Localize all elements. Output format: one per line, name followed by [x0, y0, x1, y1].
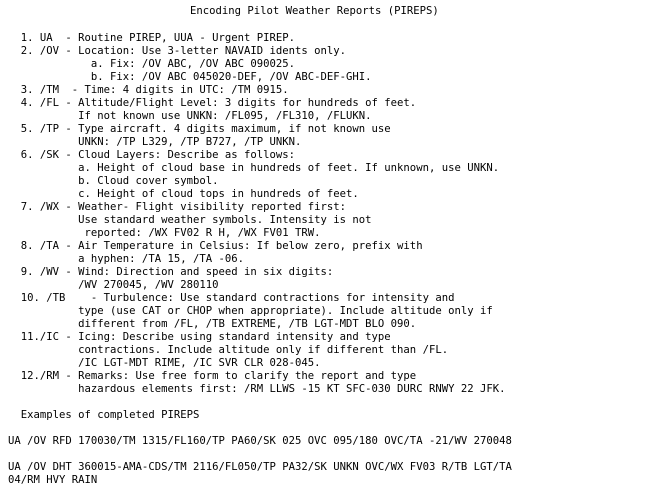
document-line: 9. /WV - Wind: Direction and speed in six digits:	[8, 266, 334, 278]
document-line: type (use CAT or CHOP when appropriate). Include altitude only if	[8, 305, 493, 317]
document-line: 4. /FL - Altitude/Flight Level: 3 digits for hundreds of feet.	[8, 97, 417, 109]
document-line: 6. /SK - Cloud Layers: Describe as follows:	[8, 149, 296, 161]
document-line: 8. /TA - Air Temperature in Celsius: If below zero, prefix with	[8, 240, 423, 252]
document-line: UA /OV DHT 360015-AMA-CDS/TM 2116/FL050/TP PA32/SK UNKN OVC/WX FV03 R/TB LGT/TA	[8, 461, 512, 473]
document-line: 7. /WX - Weather- Flight visibility reported first:	[8, 201, 347, 213]
document-line: a. Height of cloud base in hundreds of feet. If unknown, use UNKN.	[8, 162, 500, 174]
document-line: a. Fix: /OV ABC, /OV ABC 090025.	[8, 58, 296, 70]
document-line: 3. /TM - Time: 4 digits in UTC: /TM 0915.	[8, 84, 289, 96]
document-line: 2. /OV - Location: Use 3-letter NAVAID idents only.	[8, 45, 347, 57]
document-line: a hyphen: /TA 15, /TA -06.	[8, 253, 244, 265]
document-line: UNKN: /TP L329, /TP B727, /TP UNKN.	[8, 136, 302, 148]
document-line: different from /FL, /TB EXTREME, /TB LGT-MDT BLO 090.	[8, 318, 417, 330]
document-line: 5. /TP - Type aircraft. 4 digits maximum, if not known use	[8, 123, 391, 135]
document-line: b. Cloud cover symbol.	[8, 175, 219, 187]
document-line: b. Fix: /OV ABC 045020-DEF, /OV ABC-DEF-GHI.	[8, 71, 372, 83]
document-line: hazardous elements first: /RM LLWS -15 KT SFC-030 DURC RNWY 22 JFK.	[8, 383, 506, 395]
document-line: /IC LGT-MDT RIME, /IC SVR CLR 028-045.	[8, 357, 321, 369]
document-line: UA /OV RFD 170030/TM 1315/FL160/TP PA60/SK 025 OVC 095/180 OVC/TA -21/WV 270048	[8, 435, 512, 447]
document-title: Encoding Pilot Weather Reports (PIREPS)	[190, 5, 439, 17]
document-line: 04/RM HVY RAIN	[8, 474, 98, 486]
document-line: 10. /TB - Turbulence: Use standard contractions for intensity and	[8, 292, 455, 304]
document-line: Examples of completed PIREPS	[8, 409, 200, 421]
document-line: contractions. Include altitude only if different than /FL.	[8, 344, 449, 356]
document-line: /WV 270045, /WV 280110	[8, 279, 219, 291]
document-line: Use standard weather symbols. Intensity is not	[8, 214, 372, 226]
document-line: If not known use UNKN: /FL095, /FL310, /FLUKN.	[8, 110, 372, 122]
document-line: 11./IC - Icing: Describe using standard intensity and type	[8, 331, 391, 343]
document-line: 1. UA - Routine PIREP, UUA - Urgent PIREP.	[8, 32, 296, 44]
document-line: reported: /WX FV02 R H, /WX FV01 TRW.	[8, 227, 321, 239]
document-line: c. Height of cloud tops in hundreds of feet.	[8, 188, 359, 200]
document-line: 12./RM - Remarks: Use free form to clarify the report and type	[8, 370, 417, 382]
